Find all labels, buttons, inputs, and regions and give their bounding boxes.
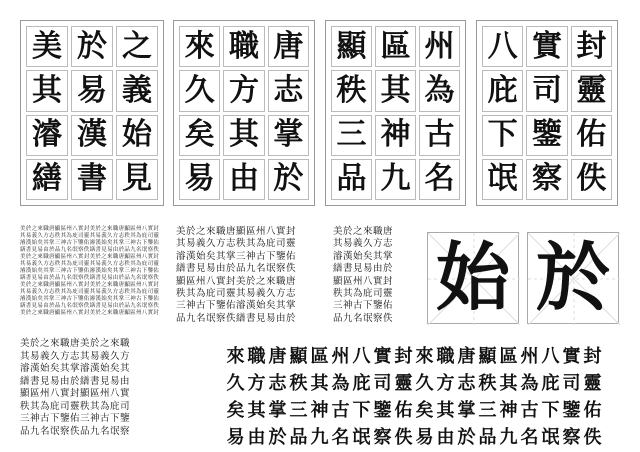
char: 久 bbox=[415, 372, 434, 394]
char-cell: 漢 bbox=[71, 115, 113, 156]
char-cell: 神 bbox=[375, 115, 416, 156]
char: 易 bbox=[226, 426, 245, 448]
text-line: 其易義久方志其易義久方 bbox=[20, 350, 131, 362]
text-line: 美於之來職唐顯區州八實封 bbox=[176, 226, 297, 237]
char: 秩 bbox=[289, 372, 308, 394]
char-cell: 九 bbox=[375, 159, 416, 200]
char: 封 bbox=[583, 345, 602, 367]
text-line: 品九名氓察佚繕書見易由於 bbox=[176, 312, 297, 324]
text-line: 濬漢始矣其掌三神古下鑒佑濬漢始矣其掌三神古下鑒佑 bbox=[20, 296, 160, 302]
text-line: 濬漢始矣其掌三神古下鑒佑濬漢始矣其掌三神古下鑒佑 bbox=[20, 268, 160, 274]
char: 顯 bbox=[289, 345, 308, 367]
char-cell: 職 bbox=[223, 26, 264, 67]
text-line: 秩其為庇司靈其易義久方志 bbox=[176, 288, 297, 300]
char-cell: 察 bbox=[526, 159, 567, 200]
char: 於 bbox=[457, 426, 476, 448]
char-cell: 氓 bbox=[482, 159, 523, 200]
char-cell: 名 bbox=[419, 159, 460, 200]
char-cell: 鑒 bbox=[526, 115, 567, 156]
char: 矣 bbox=[226, 399, 245, 421]
char-cell: 區 bbox=[375, 26, 416, 67]
char-cell: 三 bbox=[331, 115, 372, 156]
char: 神 bbox=[499, 399, 518, 421]
text-line: 繕書見易由於繕書見易由 bbox=[20, 375, 131, 387]
text-line: 繕書見易由於品九名氓察佚繕書見易由於品九名氓察佚 bbox=[20, 247, 160, 253]
char-cell: 佑 bbox=[571, 115, 612, 156]
text-line: 三神古下鑒佑三神古下鑒 bbox=[20, 413, 131, 424]
char: 州 bbox=[331, 345, 350, 367]
char: 靈 bbox=[394, 372, 413, 394]
char-cell: 方 bbox=[223, 70, 264, 111]
big-char: 於 bbox=[536, 235, 610, 321]
char: 實 bbox=[373, 345, 392, 367]
char: 鑒 bbox=[562, 399, 581, 421]
specimen-panel-4 bbox=[476, 20, 618, 206]
char: 其 bbox=[436, 399, 455, 421]
char: 州 bbox=[520, 345, 539, 367]
char-cell: 書 bbox=[71, 159, 113, 200]
text-line: 秩其為庇司靈秩其為庇司 bbox=[20, 400, 131, 412]
text-line: 顯區州八實封美於之來職唐 bbox=[176, 275, 297, 287]
char-cell: 始 bbox=[116, 115, 158, 156]
char-cell: 庇 bbox=[482, 70, 523, 111]
text-line: 其易義久方志秩其為庇司靈其易義久方志秩其為庇司靈 bbox=[20, 233, 160, 239]
text-line: 美於之來職唐顯區州八實封美於之來職唐顯區州八實封 bbox=[20, 226, 160, 232]
char-cell: 八 bbox=[482, 26, 523, 67]
char-cell: 義 bbox=[116, 70, 158, 111]
char-cell: 志 bbox=[268, 70, 309, 111]
char-cell: 州 bbox=[419, 26, 460, 67]
char: 古 bbox=[331, 399, 350, 421]
big-char: 始 bbox=[436, 235, 510, 321]
char: 九 bbox=[310, 426, 329, 448]
char-grid bbox=[179, 26, 309, 200]
char: 志 bbox=[457, 372, 476, 394]
char-cell: 品 bbox=[331, 159, 372, 200]
text-line: 美於之來職唐美於之來職 bbox=[20, 338, 131, 349]
char: 氓 bbox=[352, 426, 371, 448]
text-line: 美於之來職唐顯區州八實封美於之來職唐顯區州八實封 bbox=[20, 310, 160, 316]
char-cell: 美 bbox=[26, 26, 68, 67]
char: 實 bbox=[562, 345, 581, 367]
char: 靈 bbox=[583, 372, 602, 394]
text-line: 其易義久方志秩其為庇司靈其易義久方志秩其為庇司靈 bbox=[20, 289, 160, 295]
char: 庇 bbox=[541, 372, 560, 394]
char: 唐 bbox=[268, 345, 287, 367]
specimen-panel-3 bbox=[325, 20, 466, 206]
small-text-block-1 bbox=[176, 226, 296, 325]
char: 名 bbox=[520, 426, 539, 448]
char: 佑 bbox=[583, 399, 602, 421]
text-line: 三神古下鑒佑濬漢始矣其掌 bbox=[176, 300, 297, 312]
char: 為 bbox=[520, 372, 539, 394]
char: 志 bbox=[268, 372, 287, 394]
char-cell: 秩 bbox=[331, 70, 372, 111]
text-row bbox=[225, 395, 603, 422]
char-cell: 之 bbox=[116, 26, 158, 67]
specimen-panel-1 bbox=[20, 20, 164, 206]
char-cell: 易 bbox=[179, 159, 220, 200]
char-grid bbox=[26, 26, 158, 200]
text-line: 美於之來職唐顯區州八實封美於之來職唐顯區州八實封 bbox=[20, 282, 160, 288]
char: 唐 bbox=[457, 345, 476, 367]
char: 八 bbox=[541, 345, 560, 367]
char: 區 bbox=[310, 345, 329, 367]
text-line: 三神古下鑒佑 bbox=[333, 300, 394, 312]
char: 八 bbox=[352, 345, 371, 367]
char-cell: 久 bbox=[179, 70, 220, 111]
char: 下 bbox=[352, 399, 371, 421]
char-cell: 下 bbox=[482, 115, 523, 156]
char: 司 bbox=[373, 372, 392, 394]
text-line: 濬漢始矣其掌濬漢始矣其 bbox=[20, 363, 131, 374]
tiny-text-block bbox=[20, 226, 159, 317]
char: 方 bbox=[247, 372, 266, 394]
char: 由 bbox=[436, 426, 455, 448]
char-grid bbox=[482, 26, 612, 200]
text-line: 繕書見易由於品九名氓察佚繕書見易由於品九名氓察佚 bbox=[20, 303, 160, 309]
char-cell: 唐 bbox=[268, 26, 309, 67]
char: 於 bbox=[268, 426, 287, 448]
medium-text-rows bbox=[225, 341, 603, 449]
char: 其 bbox=[310, 372, 329, 394]
text-line: 品九名氓察佚 bbox=[333, 312, 394, 324]
char: 察 bbox=[562, 426, 581, 448]
char-cell: 古 bbox=[419, 115, 460, 156]
char: 來 bbox=[226, 345, 245, 367]
char-cell: 司 bbox=[526, 70, 567, 111]
char: 察 bbox=[373, 426, 392, 448]
char: 氓 bbox=[541, 426, 560, 448]
char: 庇 bbox=[352, 372, 371, 394]
specimen-panel-2 bbox=[173, 20, 315, 206]
char: 司 bbox=[562, 372, 581, 394]
char: 其 bbox=[499, 372, 518, 394]
char: 方 bbox=[436, 372, 455, 394]
small-text-block-2 bbox=[333, 226, 393, 325]
char-cell: 封 bbox=[571, 26, 612, 67]
text-line: 美於之來職唐顯區州八實封美於之來職唐顯區州八實封 bbox=[20, 254, 160, 260]
text-row bbox=[225, 422, 603, 449]
text-line: 繕書見易由於品九名氓察佚繕書見易由於品九名氓察佚 bbox=[20, 275, 160, 281]
text-line: 其易義久方志秩其為庇司靈其易義久方志秩其為庇司靈 bbox=[20, 261, 160, 267]
char-cell: 於 bbox=[71, 26, 113, 67]
char-cell: 佚 bbox=[571, 159, 612, 200]
char: 掌 bbox=[457, 399, 476, 421]
char-cell: 由 bbox=[223, 159, 264, 200]
big-char-box-1 bbox=[427, 232, 519, 324]
text-line: 顯區州八實封 bbox=[333, 275, 394, 287]
char: 佚 bbox=[583, 426, 602, 448]
char-cell: 顯 bbox=[331, 26, 372, 67]
char: 易 bbox=[415, 426, 434, 448]
char: 品 bbox=[478, 426, 497, 448]
char-cell: 矣 bbox=[179, 115, 220, 156]
char: 顯 bbox=[478, 345, 497, 367]
char: 三 bbox=[289, 399, 308, 421]
char: 佚 bbox=[394, 426, 413, 448]
char: 其 bbox=[247, 399, 266, 421]
char: 三 bbox=[478, 399, 497, 421]
char: 封 bbox=[394, 345, 413, 367]
text-line: 濬漢始矣其掌 bbox=[333, 250, 394, 262]
char: 神 bbox=[310, 399, 329, 421]
text-line: 其易義久方志秩其為庇司靈 bbox=[176, 238, 297, 250]
char: 名 bbox=[331, 426, 350, 448]
char: 古 bbox=[520, 399, 539, 421]
char: 鑒 bbox=[373, 399, 392, 421]
text-line: 美於之來職唐 bbox=[333, 226, 394, 237]
char-cell: 實 bbox=[526, 26, 567, 67]
text-line: 其易義久方志 bbox=[333, 238, 394, 250]
char: 由 bbox=[247, 426, 266, 448]
small-text-block-3 bbox=[20, 338, 130, 438]
char: 矣 bbox=[415, 399, 434, 421]
char: 職 bbox=[436, 345, 455, 367]
char: 下 bbox=[541, 399, 560, 421]
text-line: 繕書見易由於 bbox=[333, 263, 394, 275]
char-cell: 繕 bbox=[26, 159, 68, 200]
char-cell: 見 bbox=[116, 159, 158, 200]
text-line: 濬漢始矣其掌三神古下鑒佑 bbox=[176, 250, 297, 262]
char: 久 bbox=[226, 372, 245, 394]
text-line: 顯區州八實封顯區州八實 bbox=[20, 388, 131, 399]
char: 來 bbox=[415, 345, 434, 367]
text-line: 秩其為庇司靈 bbox=[333, 288, 394, 300]
char: 品 bbox=[289, 426, 308, 448]
char: 掌 bbox=[268, 399, 287, 421]
char: 職 bbox=[247, 345, 266, 367]
char-grid bbox=[331, 26, 460, 200]
char-cell: 濬 bbox=[26, 115, 68, 156]
text-line: 繕書見易由於品九名氓察佚 bbox=[176, 263, 297, 275]
char-cell: 其 bbox=[223, 115, 264, 156]
text-line: 濬漢始矣其掌三神古下鑒佑濬漢始矣其掌三神古下鑒佑 bbox=[20, 240, 160, 246]
text-row bbox=[225, 368, 603, 395]
char-cell: 為 bbox=[419, 70, 460, 111]
char: 區 bbox=[499, 345, 518, 367]
char: 佑 bbox=[394, 399, 413, 421]
char-cell: 其 bbox=[26, 70, 68, 111]
text-row bbox=[225, 341, 603, 368]
char: 九 bbox=[499, 426, 518, 448]
text-line: 品九名氓察佚品九名氓察 bbox=[20, 425, 131, 437]
char-cell: 掌 bbox=[268, 115, 309, 156]
big-char-box-2 bbox=[527, 232, 619, 324]
char-cell: 靈 bbox=[571, 70, 612, 111]
char-cell: 其 bbox=[375, 70, 416, 111]
char: 秩 bbox=[478, 372, 497, 394]
char-cell: 於 bbox=[268, 159, 309, 200]
char-cell: 易 bbox=[71, 70, 113, 111]
char: 為 bbox=[331, 372, 350, 394]
char-cell: 來 bbox=[179, 26, 220, 67]
